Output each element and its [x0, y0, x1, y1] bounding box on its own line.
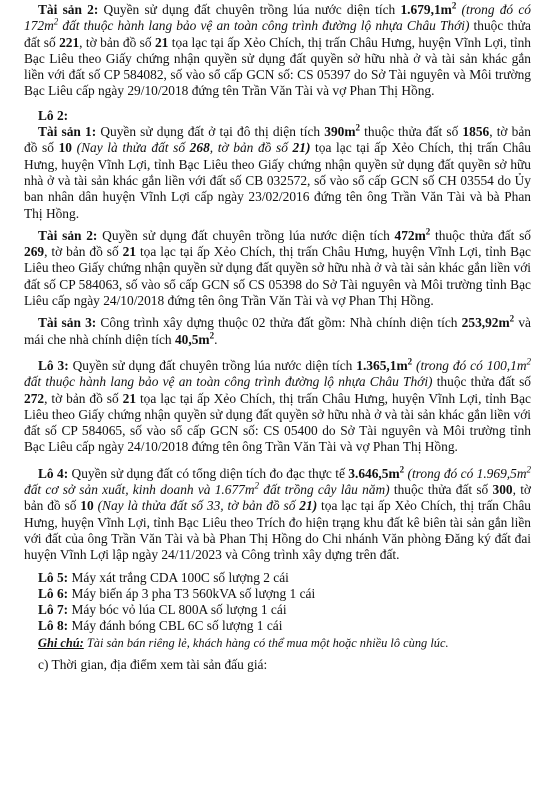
lots-list	[24, 570, 531, 651]
asset-label: Tài sản 2:	[38, 2, 99, 17]
italic-bold-number: 21)	[292, 140, 311, 156]
lot-label: Lô 5:	[38, 569, 69, 585]
text-span: .	[214, 331, 218, 347]
text-span: thuộc thửa đất số	[24, 18, 532, 50]
text-span: tọa lạc tại ấp Xẻo Chích, thị trấn Châu Hưng, huyện Vĩnh Lợi, tỉnh Bạc Liêu theo Giấy chứng nhận quyền sử dụng đất quyền sở hữu nhà ở và tài sản khác gắn liền với đất số CB 032572, số vào sổ cấp GCN số CH 03554 do Ủy ban nhân dân huyện Vĩnh Lợi cấp ngày 23/02/2016 đứng tên ông Trần Văn Tài và bà Phan Thị Hồng.	[24, 140, 531, 221]
italic-superscript: 2	[526, 464, 531, 475]
map-number: 10	[58, 140, 72, 156]
lot2-asset2-paragraph	[24, 228, 531, 309]
list-item-text: Máy đánh bóng CBL 6C số lượng 1 cái	[68, 618, 283, 634]
area-value: 3.646,5m	[348, 465, 400, 481]
lot2-asset3-paragraph	[24, 315, 531, 348]
text-span: thuộc thửa đất số	[432, 374, 531, 390]
parcel-number: 272	[24, 390, 45, 406]
list-item	[24, 602, 531, 618]
italic-note: (trong đó có 100,1m	[412, 357, 527, 373]
text-span: tọa lạc tại ấp Xẻo Chích, thị trấn Châu Hưng, huyện Vĩnh Lợi, tỉnh Bạc Liêu theo Giấy chứng nhận quyền sử dụng đất quyền sở hữu nhà ở và tài sản khác gắn liền với đất số CP 584065, số vào sổ cấp GCN số: CS 05400 do Sở Tài nguyên và Môi trường tỉnh Bạc Liêu cấp ngày 24/10/2018 đứng tên ông Trần Văn Tài và vợ Phan Thị Hồng.	[24, 390, 531, 455]
area-superscript: 2	[407, 356, 413, 367]
italic-note: (Nay là thửa đất số 33, tờ bản đồ số	[93, 498, 300, 514]
italic-superscript: 2	[526, 356, 531, 367]
note	[24, 635, 531, 651]
italic-note: (trong đó có 1.969,5m	[404, 465, 527, 481]
text-span: thuộc thửa đất số	[430, 227, 531, 243]
note-text: Tài sản bán riêng lẻ, khách hàng có thể mua một hoặc nhiều lô cùng lúc.	[83, 635, 449, 650]
italic-bold-number: 268	[189, 140, 210, 156]
italic-superscript: 2	[53, 16, 59, 27]
lot2-heading: Lô 2:	[38, 107, 69, 123]
lot-label: Lô 3:	[38, 357, 69, 373]
lot4-paragraph	[24, 466, 531, 564]
parcel-number: 300	[492, 482, 513, 498]
parcel-number: 269	[24, 244, 45, 260]
text-span: Quyền sử dụng đất ở tại đô thị diện tích	[96, 124, 325, 140]
text-span: và mái che nhà chính diện tích	[24, 315, 531, 347]
area-value: 1.679,1m	[400, 2, 452, 17]
map-number: 10	[80, 498, 94, 514]
italic-note: , tờ bản đồ số	[209, 140, 293, 156]
text-span: , tờ bản đồ số	[44, 390, 123, 406]
italic-note: (Nay là thửa đất số	[71, 140, 190, 156]
text-span: , tờ bản đồ số	[79, 34, 155, 50]
text-span: thuộc thửa đất số	[360, 124, 463, 140]
list-item	[24, 618, 531, 634]
list-item-text: Máy bóc vỏ lúa CL 800A số lượng 1 cái	[68, 602, 287, 618]
lot2-asset1-paragraph	[24, 124, 531, 222]
text-span: , tờ bản đồ số	[24, 124, 531, 156]
list-item	[24, 570, 531, 586]
area-value: 1.365,1m	[356, 357, 408, 373]
italic-superscript: 2	[254, 480, 260, 491]
area-superscript: 2	[399, 464, 405, 475]
area-superscript: 2	[425, 226, 431, 237]
italic-note: đất trồng cây lâu năm)	[259, 482, 390, 498]
text-span: , tờ bản đồ số	[44, 244, 123, 260]
list-item-text: Máy xát trắng CDA 100C số lượng 2 cái	[68, 569, 289, 585]
text-span: , tờ bản đồ số	[24, 482, 532, 514]
area-value: 390m	[324, 124, 356, 140]
parcel-number: 221	[59, 34, 80, 50]
area-superscript: 2	[209, 330, 215, 341]
list-item	[24, 586, 531, 602]
map-number: 21	[122, 244, 137, 260]
italic-note: đất thuộc hành lang bảo vệ an toàn công trình đường lộ nhựa Châu Thới)	[24, 374, 433, 390]
text-span: Quyền sử dụng đất có tổng diện tích đo đạc thực tế	[68, 465, 349, 481]
italic-note: (trong đó có 172m	[24, 2, 531, 34]
area-value: 253,92m	[461, 315, 510, 331]
lot-label: Lô 8:	[38, 618, 69, 634]
italic-bold-number: 21)	[299, 498, 318, 514]
lot-label: Lô 6:	[38, 585, 69, 601]
area-value: 40,5m	[174, 331, 210, 347]
lot1-asset2-paragraph	[24, 2, 531, 100]
text-span: Quyền sử dụng đất chuyên trồng lúa nước diện tích	[68, 357, 357, 373]
text-span: Quyền sử dụng đất chuyên trồng lúa nước diện tích	[98, 2, 401, 17]
text-span: tọa lạc tại ấp Xẻo Chích, thị trấn Châu Hưng, huyện Vĩnh Lợi, tỉnh Bạc Liêu theo Trích đo hiện trạng khu đất kê biên tài sản gắn liền với đất của ông Trần Văn Tài và bà Phan Thị Hồng do Chi nhánh Văn phòng Đăng ký đất đai huyện Vĩnh Lợi lập ngày 24/11/2023 và Công trình xây dựng trên đất.	[24, 498, 531, 563]
map-number: 21	[122, 390, 137, 406]
asset-label: Tài sản 3:	[38, 315, 97, 331]
asset-label: Tài sản 1:	[38, 124, 97, 140]
italic-note: đất cơ sở sản xuất, kinh doanh và 1.677m	[24, 482, 255, 498]
parcel-number: 1856	[462, 124, 490, 140]
area-superscript: 2	[451, 0, 457, 11]
text-span: thuộc thửa đất số	[389, 482, 493, 498]
text-span: tọa lạc tại ấp Xẻo Chích, thị trấn Châu Hưng, huyện Vĩnh Lợi, tỉnh Bạc Liêu theo Giấy chứng nhận quyền sử dụng đất quyền sở hữu nhà ở và tài sản khác gắn liền với đất số CP 584063, số vào sổ cấp GCN số CS 05398 do Sở Tài nguyên và Môi trường tỉnh Bạc Liêu cấp ngày 24/10/2018 đứng tên ông Trần Văn Tài và vợ Phan Thị Hồng.	[24, 244, 531, 309]
asset-label: Tài sản 2:	[38, 227, 98, 243]
text-span: Quyền sử dụng đất chuyên trồng lúa nước diện tích	[97, 227, 395, 243]
text-span: Công trình xây dựng thuộc 02 thửa đất gồm: Nhà chính diện tích	[96, 315, 462, 331]
map-number: 21	[154, 34, 169, 50]
text-span: tọa lạc tại ấp Xẻo Chích, thị trấn Châu Hưng, huyện Vĩnh Lợi, tỉnh Bạc Liêu theo Giấy chứng nhận quyền sử dụng đất quyền sở hữu nhà ở và tài sản khác gắn liền với đất số CP 584082, số vào sổ cấp GCN số: CS 05397 do Sở Tài nguyên và Môi trường Bạc Liêu cấp ngày 29/10/2018 đứng tên Trần Văn Tài và vợ Phan Thị Hồng.	[24, 34, 531, 99]
lot-label: Lô 4:	[38, 465, 69, 481]
area-value: 472m	[394, 227, 426, 243]
italic-note: đất thuộc hành lang bảo vệ an toàn công trình đường lộ nhựa Châu Thới)	[58, 18, 470, 34]
lot3-paragraph	[24, 358, 531, 456]
area-superscript: 2	[355, 122, 361, 133]
area-superscript: 2	[509, 313, 515, 324]
list-item-text: Máy biến áp 3 pha T3 560kVA số lượng 1 cái	[68, 585, 316, 601]
section-c-heading: c) Thời gian, địa điểm xem tài sản đấu giá:	[38, 656, 268, 672]
note-label: Ghi chú:	[38, 635, 84, 650]
lot-label: Lô 7:	[38, 602, 69, 618]
